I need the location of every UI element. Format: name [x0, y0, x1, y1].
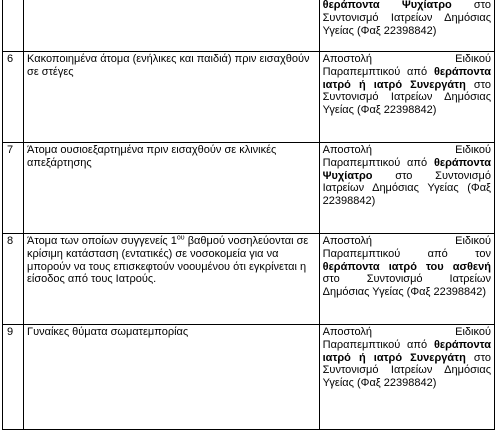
row-description	[24, 0, 320, 52]
row-action	[319, 52, 494, 143]
action-bold-text: θεράποντα Ψυχίατρο	[322, 156, 491, 182]
description-text: βαθμού νοσηλεύονται σε κρίσιμη κατάσταση (εντατικές) σε νοσοκομεία για να μπορούν να τους επισκεφτούν νοουμένου ότι εγκρίνεται η είσοδος από τους Ιατρούς.	[27, 235, 309, 286]
action-text: στο Συντονισμό Ιατρείων Δημόσιας Υγείας (Φαξ 22398842)	[322, 0, 491, 37]
row-description: Κακοποιημένα άτομα (ενήλικες και παιδιά) πριν εισαχθούν σε στέγες	[24, 52, 320, 143]
action-text: Αποστολή Ειδικού Παραπεμπτικού από	[322, 53, 491, 78]
row-action	[319, 325, 494, 430]
table-row	[3, 52, 495, 143]
eligibility-table	[2, 0, 495, 430]
row-number: 9	[3, 325, 24, 430]
description-text: Άτομα των οποίων συγγενείς 1	[27, 235, 177, 247]
action-bold-text: θεράποντα ιατρό ή ιατρό Συνεργάτη	[322, 338, 491, 364]
table-row	[3, 234, 495, 325]
table-row	[3, 143, 495, 234]
action-text: Αποστολή Ειδικού Παραπεμπτικού από	[322, 326, 491, 351]
row-description: Άτομα ουσιοεξαρτημένα πριν εισαχθούν σε κλινικές απεξάρτησης	[24, 143, 320, 234]
row-description: Γυναίκες θύματα σωματεμπορίας	[24, 325, 320, 430]
action-text: Αποστολή Ειδικού Παραπεμπτικού από	[322, 144, 491, 169]
row-action	[319, 234, 494, 325]
row-number: 6	[3, 52, 24, 143]
action-text: στο Συντονισμό Ιατρείων Δημόσιας Υγείας (Φαξ 22398842)	[322, 78, 492, 117]
row-number: 7	[3, 143, 24, 234]
row-action	[319, 0, 494, 52]
row-action	[319, 143, 494, 234]
action-text: στο Συντονισμό Ιατρείων Δημόσιας Υγείας (Φαξ 22398842)	[322, 273, 491, 299]
action-text: Αποστολή Ειδικού Παραπεμπτικού από τον	[322, 235, 491, 260]
action-text: στο Συντονισμό Ιατρείων Δημόσιας Υγείας (Φαξ 22398842)	[322, 351, 492, 390]
action-bold-text: θεράποντα ιατρό ή ιατρό Συνεργάτη	[322, 65, 491, 91]
action-bold-text: θεράποντα Ψυχίατρο	[322, 0, 452, 11]
action-bold-text: θεράποντα ιατρό του ασθενή	[322, 260, 491, 273]
row-number	[3, 0, 24, 52]
table-row	[3, 0, 495, 52]
row-description	[24, 234, 320, 325]
table-row	[3, 325, 495, 430]
ordinal-superscript: ου	[176, 234, 185, 242]
action-text: στο Συντονισμό Ιατρείων Δημόσιας Υγείας (Φαξ 22398842)	[322, 169, 491, 208]
row-number: 8	[3, 234, 24, 325]
